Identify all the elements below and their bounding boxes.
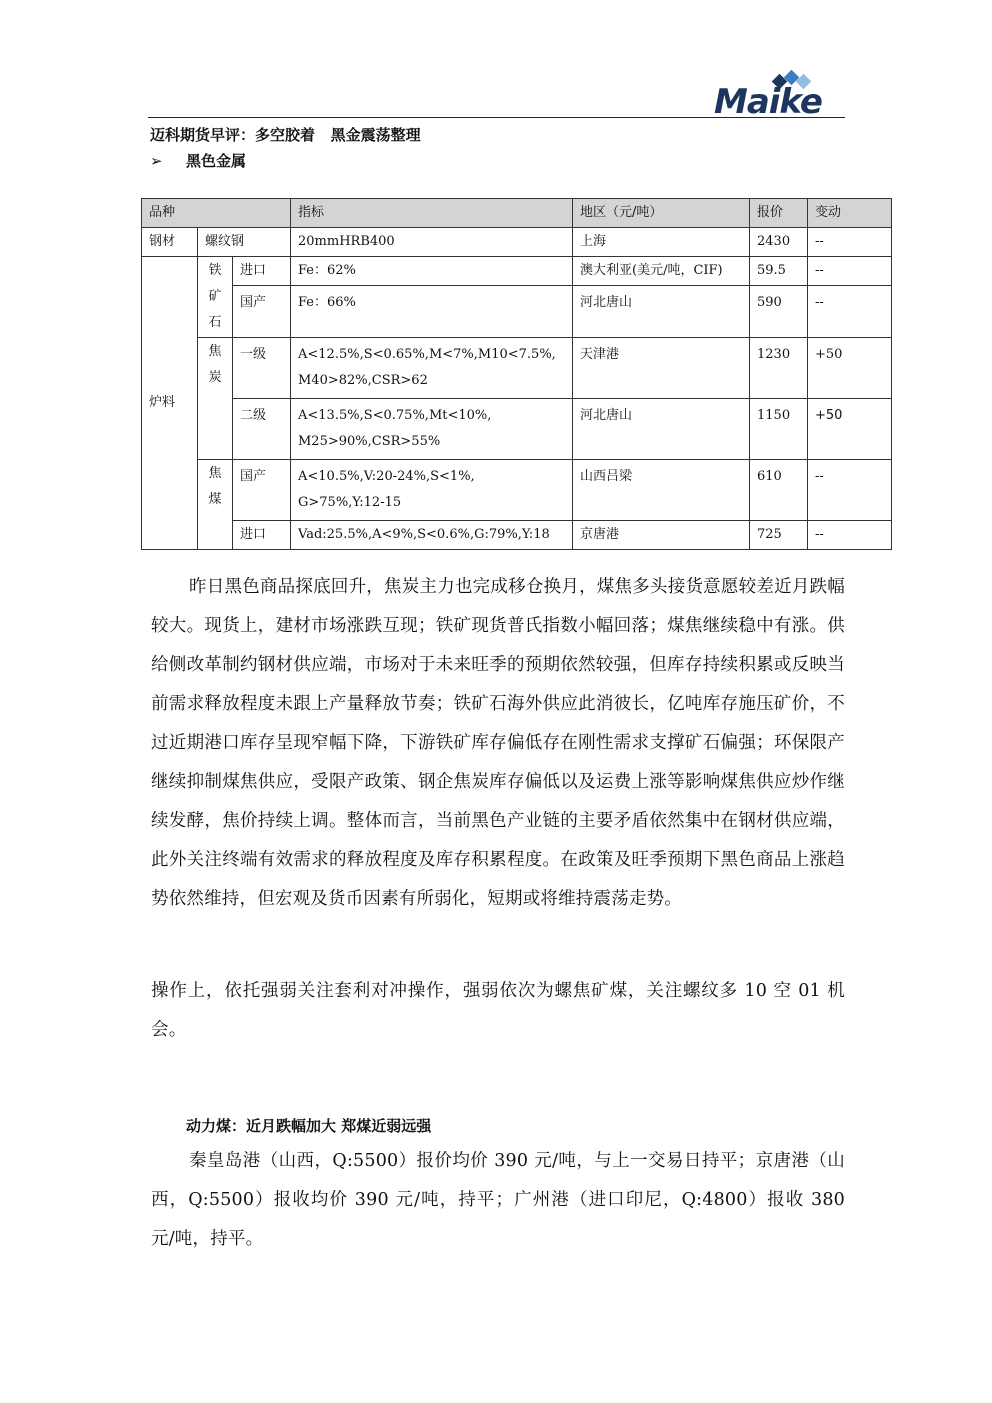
change-cell: +50 (808, 399, 892, 460)
indicator-cell: Fe：66% (291, 286, 573, 338)
region-cell: 上海 (573, 228, 750, 257)
variety-rebar: 螺纹钢 (198, 228, 291, 257)
type-cell: 国产 (233, 460, 291, 521)
header-indicator: 指标 (291, 199, 573, 228)
price-table (141, 198, 892, 550)
header-change: 变动 (808, 199, 892, 228)
table-row (142, 286, 892, 338)
type-cell: 国产 (233, 286, 291, 338)
group-steel: 钢材 (142, 228, 198, 257)
region-cell: 河北唐山 (573, 286, 750, 338)
indicator-cell: A<13.5%,S<0.75%,Mt<10%, M25>90%,CSR>55% (291, 399, 573, 460)
header-divider (148, 117, 845, 118)
section-label: 黑色金属 (186, 152, 247, 170)
region-cell: 河北唐山 (573, 399, 750, 460)
change-cell: -- (808, 460, 892, 521)
indicator-cell: Fe：62% (291, 257, 573, 286)
variety-coking-coal-label: 焦煤 (208, 466, 222, 507)
variety-coke (198, 338, 233, 460)
table-row (142, 228, 892, 257)
price-cell: 1230 (750, 338, 808, 399)
type-cell: 二级 (233, 399, 291, 460)
indicator-cell: 20mmHRB400 (291, 228, 573, 257)
table-row (142, 257, 892, 286)
header-price: 报价 (750, 199, 808, 228)
group-furnace: 炉料 (142, 257, 198, 550)
header-variety: 品种 (142, 199, 291, 228)
price-cell: 725 (750, 521, 808, 550)
table-row (142, 460, 892, 521)
variety-iron-ore (198, 257, 233, 338)
variety-iron-ore-label: 铁矿石 (208, 263, 222, 330)
change-cell: -- (808, 257, 892, 286)
change-cell: -- (808, 521, 892, 550)
table-row (142, 521, 892, 550)
change-cell: +50 (808, 338, 892, 399)
variety-coke-label: 焦炭 (208, 344, 222, 385)
indicator-cell: Vad:25.5%,A<9%,S<0.6%,G:79%,Y:18 (291, 521, 573, 550)
thermal-coal-paragraph: 秦皇岛港（山西，Q:5500）报价均价 390 元/吨，与上一交易日持平；京唐港（山西，Q:5500）报收均价 390 元/吨，持平；广州港（进口印尼，Q:4800）报收 380 元/吨，持平。 (151, 1151, 845, 1249)
table-row (142, 338, 892, 399)
change-cell: -- (808, 228, 892, 257)
price-cell: 2430 (750, 228, 808, 257)
region-cell: 京唐港 (573, 521, 750, 550)
indicator-cell: A<12.5%,S<0.65%,M<7%,M10<7.5%,M40>82%,CSR>62 (291, 338, 573, 399)
thermal-coal-heading: 动力煤：近月跌幅加大 郑煤近弱远强 (186, 1117, 432, 1135)
section-heading (150, 150, 246, 171)
price-cell: 1150 (750, 399, 808, 460)
variety-coking-coal (198, 460, 233, 550)
region-cell: 澳大利亚(美元/吨，CIF) (573, 257, 750, 286)
table-header-row (142, 199, 892, 228)
type-cell: 进口 (233, 521, 291, 550)
type-cell: 一级 (233, 338, 291, 399)
document-title: 迈科期货早评：多空胶着 黑金震荡整理 (150, 126, 421, 144)
price-cell: 59.5 (750, 257, 808, 286)
analysis-paragraph: 昨日黑色商品探底回升，焦炭主力也完成移仓换月，煤焦多头接货意愿较差近月跌幅较大。现货上，建材市场涨跌互现；铁矿现货普氏指数小幅回落；煤焦继续稳中有涨。供给侧改革制约钢材供应端，市场对于未来旺季的预期依然较强，但库存持续积累或反映当前需求释放程度未跟上产量释放节奏；铁矿石海外供应此消彼长，亿吨库存施压矿价，不过近期港口库存呈现窄幅下降，下游铁矿库存偏低存在刚性需求支撑矿石偏强；环保限产继续抑制煤焦供应，受限产政策、钢企焦炭库存偏低以及运费上涨等影响煤焦供应炒作继续发酵，焦价持续上调。整体而言，当前黑色产业链的主要矛盾依然集中在钢材供应端，此外关注终端有效需求的释放程度及库存积累程度。在政策及旺季预期下黑色商品上涨趋势依然维持，但宏观及货币因素有所弱化，短期或将维持震荡走势。 (151, 577, 845, 909)
table-row (142, 399, 892, 460)
region-cell: 山西吕梁 (573, 460, 750, 521)
type-cell: 进口 (233, 257, 291, 286)
indicator-cell: A<10.5%,V:20-24%,S<1%, G>75%,Y:12-15 (291, 460, 573, 521)
price-cell: 610 (750, 460, 808, 521)
logo-text: Maike (714, 82, 822, 122)
change-cell: -- (808, 286, 892, 338)
arrow-bullet-icon: ➢ (150, 152, 163, 170)
operation-paragraph: 操作上，依托强弱关注套利对冲操作，强弱依次为螺焦矿煤，关注螺纹多 10 空 01 机会。 (151, 981, 845, 1040)
header-region: 地区（元/吨） (573, 199, 750, 228)
maike-logo (714, 70, 849, 120)
region-cell: 天津港 (573, 338, 750, 399)
price-cell: 590 (750, 286, 808, 338)
